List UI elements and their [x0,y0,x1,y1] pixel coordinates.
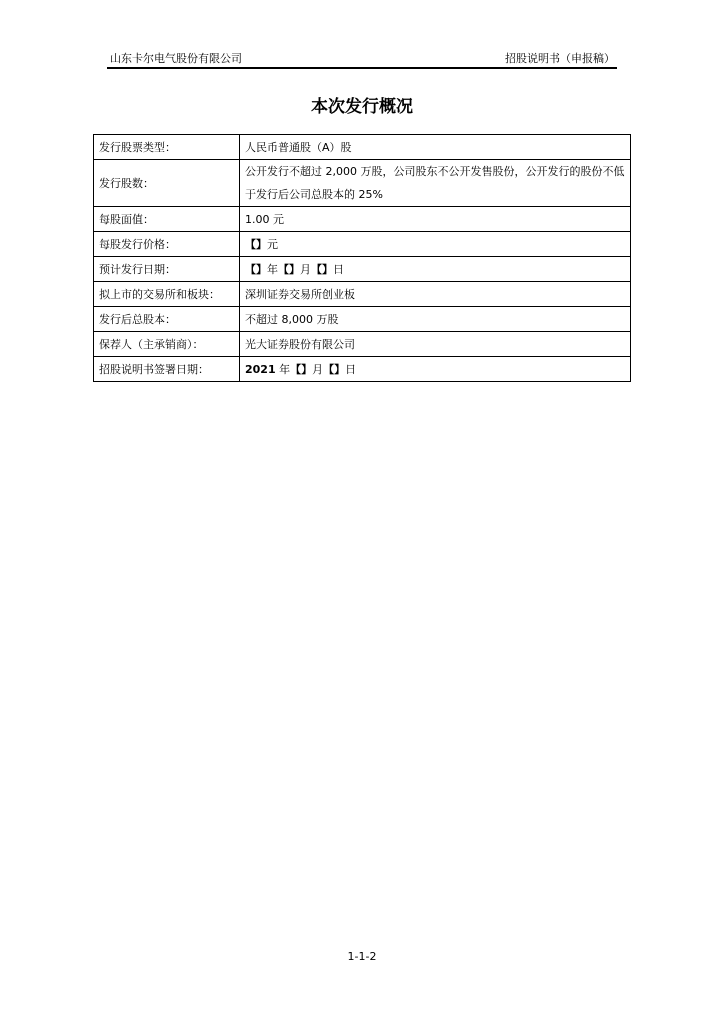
table-row [94,332,631,357]
year-unit: 年 [279,362,291,376]
table-row [94,135,631,160]
row-label: 发行股数： [94,160,240,207]
row-value: 不超过 8,000 万股 [240,307,631,332]
row-label: 招股说明书签署日期： [94,357,240,382]
row-label: 发行后总股本： [94,307,240,332]
table-row [94,357,631,382]
page-header [107,50,615,68]
month-placeholder: 【】 [278,262,300,276]
sign-year: 2021 [245,362,276,376]
month-unit: 月 [312,362,324,376]
row-value [240,232,631,257]
header-rule [107,67,617,69]
day-placeholder: 【】 [311,262,333,276]
company-name: 山东卡尔电气股份有限公司 [110,52,242,65]
table-row [94,307,631,332]
price-placeholder: 【】 [245,237,267,251]
year-placeholder: 【】 [245,262,267,276]
row-value [240,257,631,282]
price-unit: 元 [267,237,278,251]
row-value: 光大证券股份有限公司 [240,332,631,357]
document-name: 招股说明书（申报稿） [505,52,615,65]
table-row [94,207,631,232]
page-number: 1-1-2 [347,950,377,963]
row-label: 保荐人（主承销商）： [94,332,240,357]
page-title: 本次发行概况 [311,97,413,117]
table-row [94,160,631,207]
row-value [240,160,631,207]
day-unit: 日 [333,262,344,276]
year-unit: 年 [267,262,278,276]
row-value: 深圳证券交易所创业板 [240,282,631,307]
row-value-text: 公开发行不超过 2,000 万股，公司股东不公开发售股份，公开发行的股份不低于发行后公司总股本的 25% [245,165,625,201]
row-label: 预计发行日期： [94,257,240,282]
month-placeholder: 【】 [290,362,313,376]
row-label: 每股面值： [94,207,240,232]
month-unit: 月 [300,262,311,276]
row-label: 发行股票类型： [94,135,240,160]
row-value: 人民币普通股（A）股 [240,135,631,160]
row-label: 拟上市的交易所和板块： [94,282,240,307]
row-label: 每股发行价格： [94,232,240,257]
day-placeholder: 【】 [323,362,346,376]
table-row [94,282,631,307]
table-row [94,257,631,282]
day-unit: 日 [345,362,357,376]
table-row [94,232,631,257]
row-value [240,357,631,382]
issuance-overview-table [93,134,631,382]
row-value: 1.00 元 [240,207,631,232]
